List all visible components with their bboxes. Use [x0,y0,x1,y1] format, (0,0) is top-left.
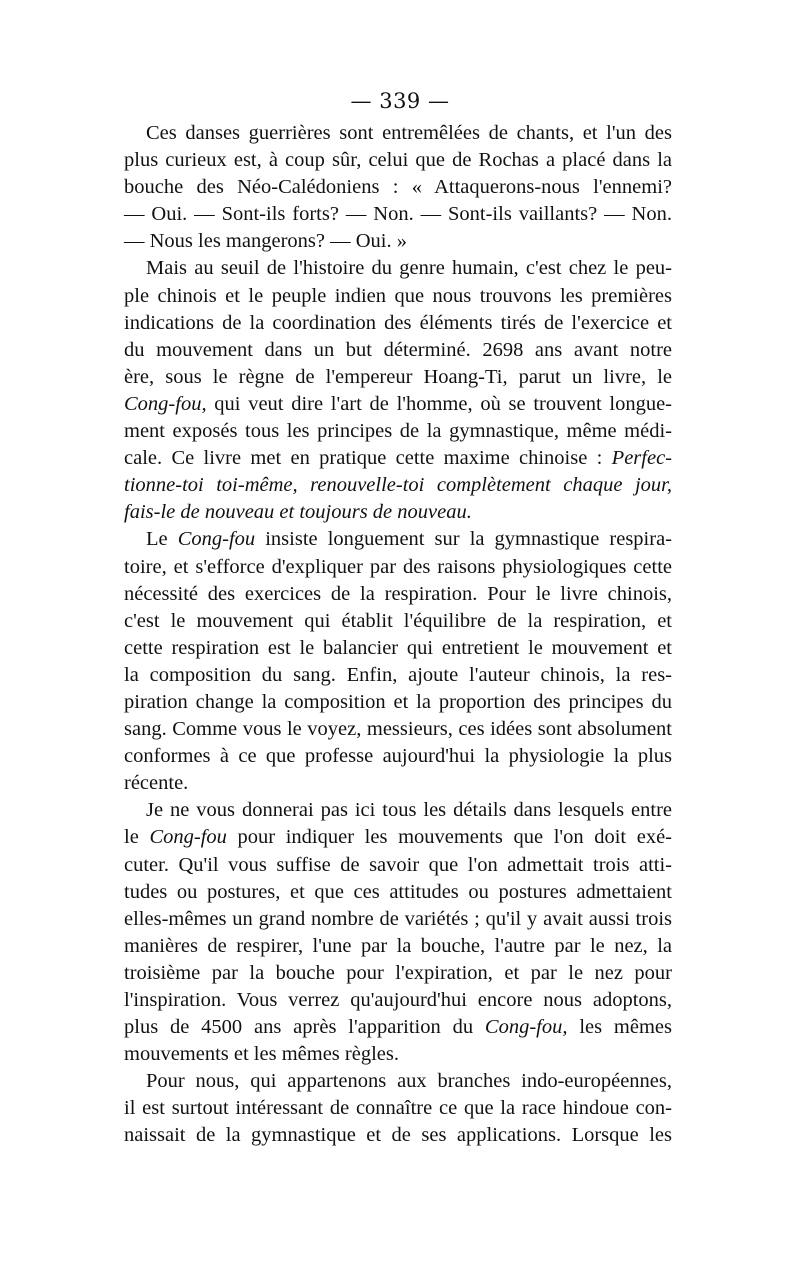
text-run: insiste longuement sur la gymnastique respira- [255,528,672,551]
italic-run: Cong-fou [149,826,227,849]
text-run: troisième par la bouche pour l'expiration, et par le nez pour [124,961,672,984]
italic-run: Cong-fou, [484,1016,568,1039]
text-line [124,526,672,553]
text-line [124,1041,672,1068]
text-run: Le [146,528,178,551]
text-run: cale. Ce livre met en pratique cette maxime chinoise : [124,447,612,470]
text-line [124,906,672,933]
text-run: Mais au seuil de l'histoire du genre humain, c'est chez le peu- [146,257,672,280]
text-line [124,716,672,743]
text-line [124,174,672,201]
text-line [124,310,672,337]
text-line [124,201,672,228]
text-run: mouvements et les mêmes règles. [124,1043,399,1066]
page-number: — 339 — [350,89,450,113]
text-line [124,797,672,824]
italic-run: Cong-fou, [124,392,207,415]
text-line [124,147,672,174]
italic-run: Perfec- [611,447,672,470]
text-run: bouche des Néo-Calédoniens : « Attaquerons-nous l'ennemi? [124,176,672,199]
text-line [124,391,672,418]
text-run: cette respiration est le balancier qui entretient le mouvement et [124,636,672,659]
text-run: du mouvement dans un but déterminé. 2698 ans avant notre [124,338,672,361]
text-line [124,228,672,255]
text-run: — Oui. — Sont-ils forts? — Non. — Sont-ils vaillants? — Non. [124,203,672,226]
paragraph [124,797,672,1068]
text-line [124,1095,672,1122]
text-run: nécessité des exercices de la respiration. Pour le livre chinois, [124,582,672,605]
text-line [124,499,672,526]
text-run: qui veut dire l'art de l'homme, où se trouvent longue- [206,392,672,415]
text-run: plus curieux est, à coup sûr, celui que de Rochas a placé dans la [124,149,672,172]
text-run: sang. Comme vous le voyez, messieurs, ces idées sont absolument [124,718,672,741]
text-line [124,770,672,797]
italic-run: fais-le de nouveau et toujours de nouveau. [124,501,472,524]
text-run: toire, et s'efforce d'expliquer par des raisons physiologiques cette [124,555,672,578]
text-run: Ces danses guerrières sont entremêlées de chants, et l'un des [146,122,672,144]
text-line [124,418,672,445]
text-line [124,852,672,879]
text-line [124,879,672,906]
text-run: c'est le mouvement qui établit l'équilibre de la respiration, et [124,609,672,632]
text-run: ère, sous le règne de l'empereur Hoang-Ti, parut un livre, le [124,365,672,388]
text-run: plus de 4500 ans après l'apparition du [124,1016,485,1039]
text-line [124,933,672,960]
text-line [124,635,672,662]
text-run: — Nous les mangerons? — Oui. » [124,230,407,253]
text-line [124,689,672,716]
italic-run: Cong-fou [177,528,256,551]
text-run: indications de la coordination des éléments tirés de l'exercice et [124,311,672,334]
text-run: cuter. Qu'il vous suffise de savoir que l'on admettait trois atti- [124,853,672,876]
text-run: il est surtout intéressant de connaître ce que la race hindoue con- [124,1097,672,1120]
text-run: ment exposés tous les principes de la gymnastique, même médi- [124,420,672,443]
text-line [124,337,672,364]
text-line [124,960,672,987]
text-line [124,743,672,770]
text-run: Pour nous, qui appartenons aux branches indo-européennes, [146,1070,672,1093]
text-run: le [124,826,150,849]
text-run: l'inspiration. Vous verrez qu'aujourd'hui encore nous adoptons, [124,989,672,1011]
text-line [124,987,672,1014]
text-line [124,472,672,499]
text-run: récente. [124,772,189,795]
text-line [124,608,672,635]
text-run: les mêmes [567,1016,672,1039]
text-line [124,581,672,608]
text-run: ple chinois et le peuple indien que nous trouvons les premières [124,284,672,307]
text-line [124,554,672,581]
text-line [124,120,672,147]
text-run: la composition du sang. Enfin, ajoute l'auteur chinois, la res- [124,663,672,686]
text-line [124,445,672,472]
text-run: naissait de la gymnastique et de ses applications. Lorsque les [124,1124,672,1147]
paragraph [124,255,672,526]
text-line [124,1122,672,1149]
body-text [124,120,672,1150]
italic-run: tionne-toi toi-même, renouvelle-toi complètement chaque jour, [124,474,672,497]
text-line [124,1014,672,1041]
text-line [124,283,672,310]
paragraph [124,526,672,797]
text-line [124,364,672,391]
text-line [124,824,672,851]
text-run: manières de respirer, l'une par la bouche, l'autre par le nez, la [124,934,672,957]
text-line [124,662,672,689]
paragraph [124,1068,672,1149]
text-run: tudes ou postures, et que ces attitudes ou postures admettaient [124,880,672,903]
text-run: elles-mêmes un grand nombre de variétés ; qu'il y avait aussi trois [124,907,672,930]
text-run: conformes à ce que professe aujourd'hui la physiologie la plus [124,745,672,768]
text-line [124,255,672,282]
text-line [124,1068,672,1095]
text-run: pour indiquer les mouvements que l'on doit exé- [226,826,672,849]
paragraph [124,120,672,255]
text-run: Je ne vous donnerai pas ici tous les détails dans lesquels entre [146,799,672,822]
text-run: piration change la composition et la proportion des principes du [124,690,672,713]
